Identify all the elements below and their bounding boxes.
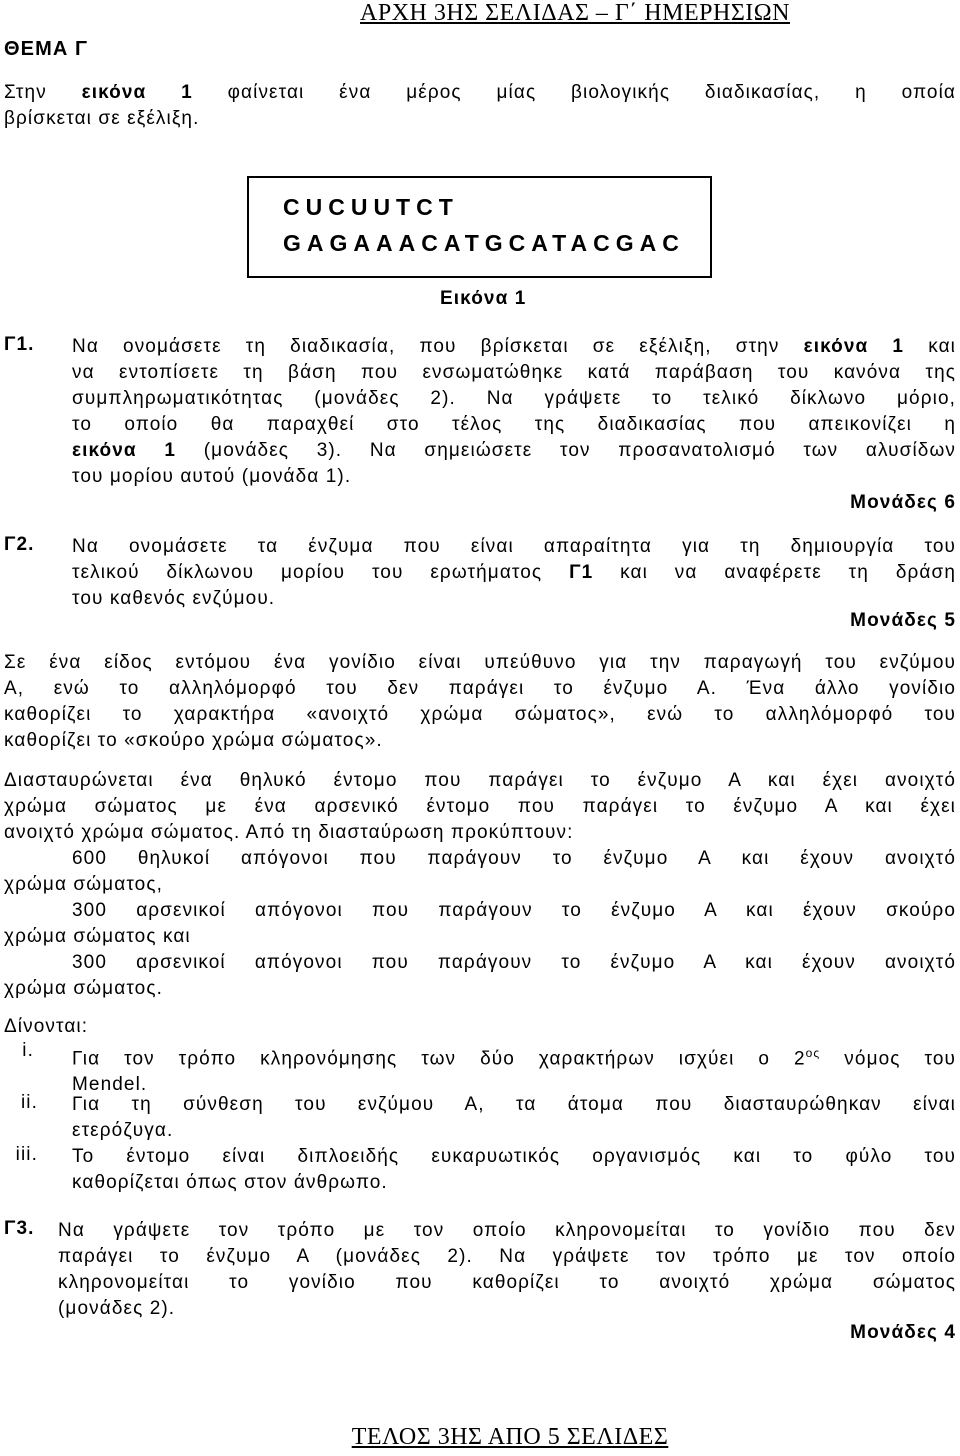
g1-marks: Μονάδες 6 bbox=[850, 492, 956, 513]
body-p1-line-2: Α, ενώ το αλληλόμορφό του δεν παράγει το ένζυμο Α. Ένα άλλο γονίδιο bbox=[4, 678, 956, 699]
page-header: ΑΡΧΗ 3ΗΣ ΣΕΛΙΔΑΣ – Γ΄ ΗΜΕΡΗΣΙΩΝ bbox=[360, 0, 790, 26]
result-2-line-2: χρώμα σώματος και bbox=[4, 926, 191, 947]
g2-text-2: τελικού δίκλωνου μορίου του ερωτήματος bbox=[72, 562, 543, 583]
given-item-2-text-1: Για τη σύνθεση του ενζύμου Α, τα άτομα που διασταυρώθηκαν είναι bbox=[72, 1094, 956, 1115]
body-p2-line-2: χρώμα σώματος με ένα αρσενικό έντομο που παράγει το ένζυμο Α και έχει bbox=[4, 796, 956, 817]
g3-text-4: (μονάδες 2). bbox=[58, 1298, 176, 1319]
question-g1-text bbox=[72, 334, 956, 490]
figure-caption: Εικόνα 1 bbox=[440, 288, 527, 309]
sequence-strand-2: GAGAAACATGCATACGAC bbox=[283, 230, 685, 256]
given-item-3-text-2: καθορίζεται όπως στον άνθρωπο. bbox=[72, 1172, 388, 1193]
body-p1-line-3: καθορίζει το χαρακτήρα «ανοιχτό χρώμα σώματος», ενώ το αλληλόμορφό του bbox=[4, 704, 956, 725]
g2-text-1: Να ονομάσετε τα ένζυμα που είναι απαραίτητα για τη δημιουργία του bbox=[72, 536, 956, 557]
intro-text-1: Στην bbox=[4, 82, 47, 103]
g3-text-2: παράγει το ένζυμο Α (μονάδες 2). Να γράψετε τον τρόπο με τον οποίο bbox=[58, 1246, 956, 1267]
given-item-1-number: i. bbox=[22, 1040, 34, 1061]
question-g2-text bbox=[72, 534, 956, 612]
sequence-figure-box bbox=[247, 176, 712, 278]
body-paragraph-2 bbox=[4, 768, 956, 1002]
g1-figure-ref-2: εικόνα 1 bbox=[72, 440, 177, 461]
g1-text-5: το οποίο θα παραχθεί στο τέλος της διαδικασίας που απεικονίζει η bbox=[72, 414, 956, 435]
result-1-line-2: χρώμα σώματος, bbox=[4, 874, 163, 895]
theme-title: ΘΕΜΑ Γ bbox=[4, 38, 89, 60]
given-item-3 bbox=[72, 1144, 956, 1196]
g3-text-3: κληρονομείται το γονίδιο που καθορίζει το ανοιχτό χρώμα σώματος bbox=[58, 1272, 956, 1293]
g2-marks: Μονάδες 5 bbox=[850, 610, 956, 631]
given-item-3-number: iii. bbox=[15, 1144, 38, 1165]
g1-text-3: να εντοπίσετε τη βάση που ενσωματώθηκε κατά παράβαση του κανόνα της bbox=[72, 362, 956, 383]
given-item-2 bbox=[72, 1092, 956, 1144]
question-g2-label: Γ2. bbox=[4, 534, 35, 555]
g1-text-7: του μορίου αυτού (μονάδα 1). bbox=[72, 466, 352, 487]
body-p2-line-1: Διασταυρώνεται ένα θηλυκό έντομο που παράγει το ένζυμο Α και έχει ανοιχτό bbox=[4, 770, 956, 791]
given-item-2-text-2: ετερόζυγα. bbox=[72, 1120, 174, 1141]
g1-figure-ref: εικόνα 1 bbox=[803, 336, 905, 357]
given-title: Δίνονται: bbox=[4, 1016, 89, 1037]
page-footer: ΤΕΛΟΣ 3ΗΣ ΑΠΟ 5 ΣΕΛΙΔΕΣ bbox=[351, 1424, 669, 1450]
given-item-3-text-1: Το έντομο είναι διπλοειδής ευκαρυωτικός οργανισμός και το φύλο του bbox=[72, 1146, 956, 1167]
intro-figure-ref: εικόνα 1 bbox=[81, 82, 193, 103]
body-p1-line-1: Σε ένα είδος εντόμου ένα γονίδιο είναι υπεύθυνο για την παραγωγή του ενζύμου bbox=[4, 652, 956, 673]
given-item-2-number: ii. bbox=[20, 1092, 38, 1113]
body-p1-line-4: καθορίζει το «σκούρο χρώμα σώματος». bbox=[4, 730, 383, 751]
g1-text-6: (μονάδες 3). Να σημειώσετε τον προσανατολισμό των αλυσίδων bbox=[203, 440, 956, 461]
body-p2-line-3: ανοιχτό χρώμα σώματος. Από τη διασταύρωση προκύπτουν: bbox=[4, 822, 574, 843]
g1-text-2: και bbox=[928, 336, 956, 357]
question-g3-text bbox=[58, 1218, 956, 1322]
result-3-line-2: χρώμα σώματος. bbox=[4, 978, 163, 999]
result-2-line-1: 300 αρσενικοί απόγονοι που παράγουν το ένζυμο Α και έχουν σκούρο bbox=[72, 900, 956, 921]
g3-text-1: Να γράψετε τον τρόπο με τον οποίο κληρονομείται το γονίδιο που δεν bbox=[58, 1220, 956, 1241]
intro-text-2: φαίνεται ένα μέρος μίας βιολογικής διαδικασίας, η οποία bbox=[227, 82, 956, 103]
g2-question-ref: Γ1 bbox=[569, 562, 594, 583]
question-g1-label: Γ1. bbox=[4, 334, 35, 355]
question-g3-label: Γ3. bbox=[4, 1218, 35, 1239]
sequence-strand-1: CUCUUTCT bbox=[283, 194, 459, 220]
given-item-1-text-3: Mendel. bbox=[72, 1074, 148, 1096]
g2-text-3: και να αναφέρετε τη δράση bbox=[620, 562, 956, 583]
g2-text-4: του καθενός ενζύμου. bbox=[72, 588, 276, 609]
g1-text-4: συμπληρωματικότητας (μονάδες 2). Να γράψετε το τελικό δίκλωνο μόριο, bbox=[72, 388, 956, 409]
intro-text-3: βρίσκεται σε εξέλιξη. bbox=[4, 108, 200, 129]
result-1-line-1: 600 θηλυκοί απόγονοι που παράγουν το ένζυμο Α και έχουν ανοιχτό bbox=[72, 848, 956, 869]
body-paragraph-1 bbox=[4, 650, 956, 754]
g1-text-1: Να ονομάσετε τη διαδικασία, που βρίσκεται σε εξέλιξη, στην bbox=[72, 336, 780, 357]
g3-marks: Μονάδες 4 bbox=[850, 1322, 956, 1343]
intro-paragraph bbox=[4, 80, 956, 132]
result-3-line-1: 300 αρσενικοί απόγονοι που παράγουν το ένζυμο Α και έχουν ανοιχτό bbox=[72, 952, 956, 973]
given-item-1-text-2: νόμος του bbox=[844, 1048, 956, 1070]
given-item-1 bbox=[72, 1040, 956, 1098]
given-item-1-superscript: ος bbox=[805, 1046, 821, 1060]
given-item-1-text-1: Για τον τρόπο κληρονόμησης των δύο χαρακτήρων ισχύει ο 2 bbox=[72, 1048, 806, 1070]
